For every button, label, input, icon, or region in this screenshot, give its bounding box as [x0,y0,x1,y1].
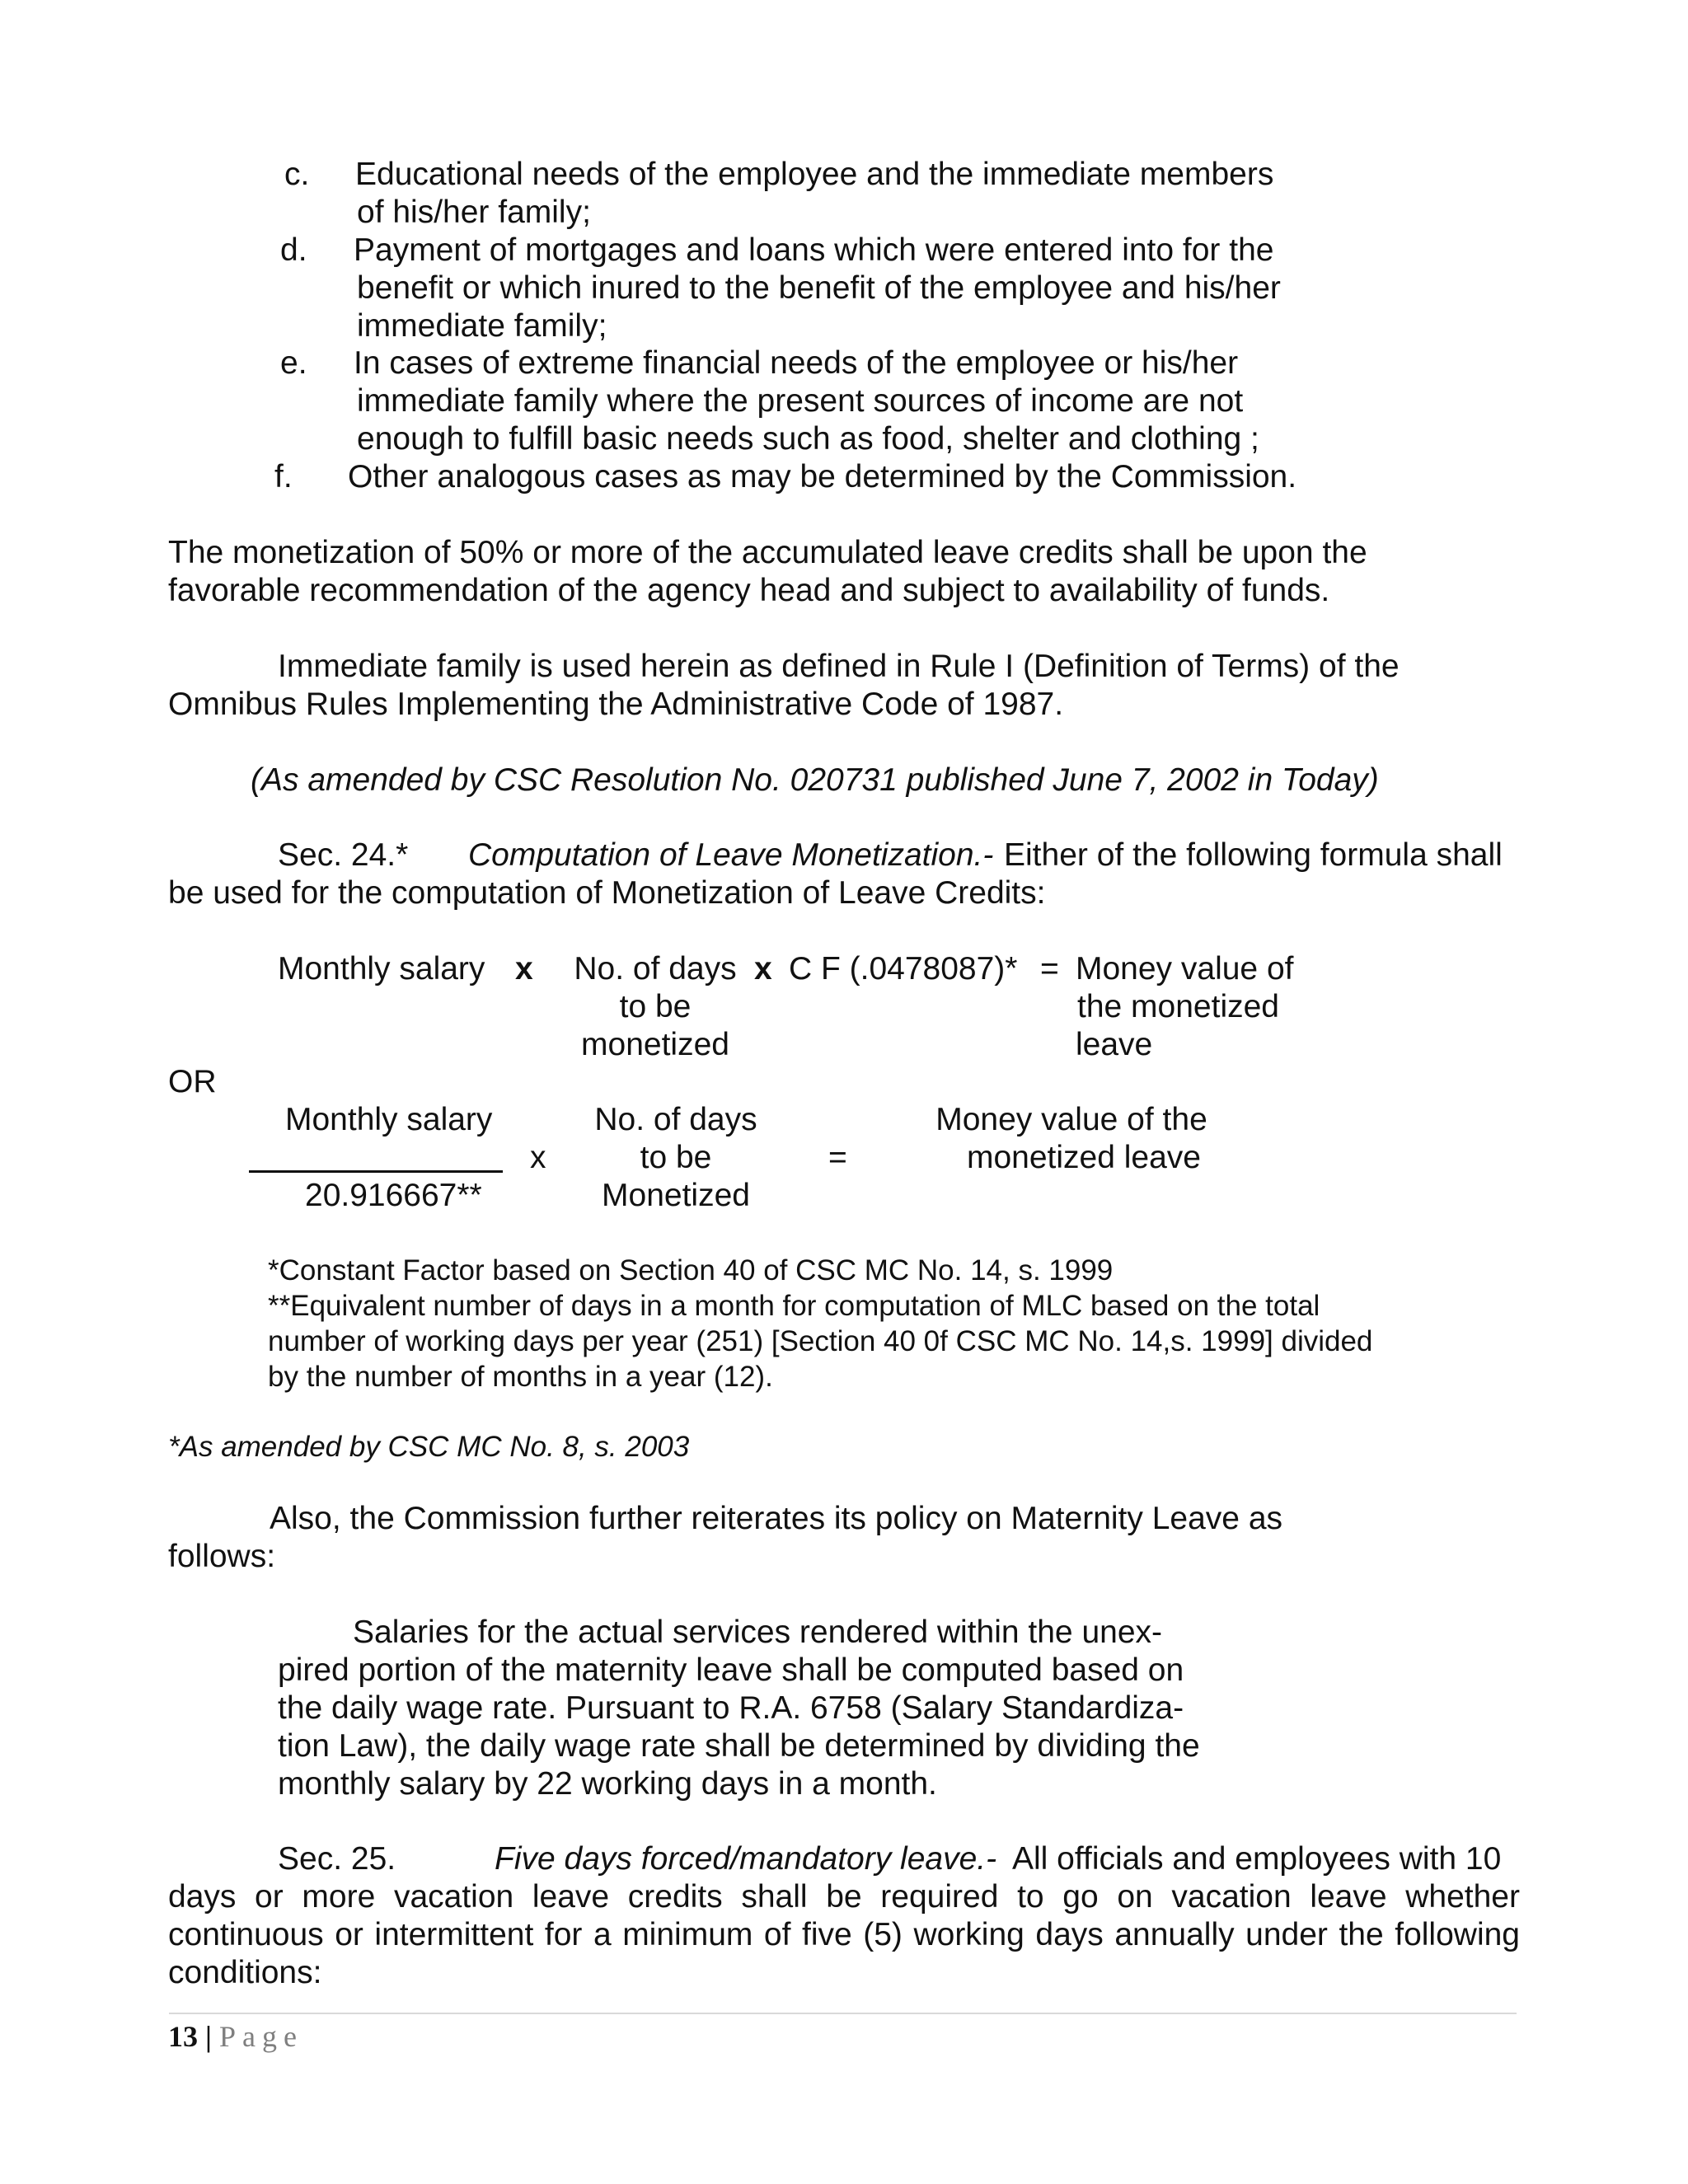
paragraph-line: The monetization of 50% or more of the accumulated leave credits shall be upon the [168,535,1367,570]
list-text: enough to fulfill basic needs such as food, shelter and clothing ; [357,421,1259,457]
formula-constant-factor: C F (.0478087)* [789,951,1018,987]
formula-monthly-salary: Monthly salary [278,951,485,987]
quote-line: pired portion of the maternity leave shall be computed based on [278,1652,1184,1688]
formula-days [569,950,742,1064]
section-text: conditions: [168,1955,322,1990]
footer-separator: | [205,2020,212,2053]
formula-money-line: leave [1076,1027,1153,1062]
list-marker: e. [280,345,307,381]
list-text: Other analogous cases as may be determined by the Commission. [348,459,1297,494]
section-text: All officials and employees with 10 [1012,1841,1502,1877]
formula-money-line: Money value of [1076,951,1294,987]
footnote-line: **Equivalent number of days in a month for computation of MLC based on the total [268,1290,1320,1322]
section-title: Five days forced/mandatory leave.- [495,1841,997,1877]
quote-line: the daily wage rate. Pursuant to R.A. 6758 (Salary Standardiza- [278,1690,1184,1726]
amendment-note: (As amended by CSC Resolution No. 020731 published June 7, 2002 in Today) [251,762,1379,798]
formula-money-line: monetized leave [966,1140,1201,1175]
paragraph-line: follows: [168,1539,276,1574]
list-text: Educational needs of the employee and the immediate members [355,157,1274,192]
footnote-line: *Constant Factor based on Section 40 of CSC MC No. 14, s. 1999 [268,1254,1114,1286]
quote-line: Salaries for the actual services rendered within the unex- [353,1615,1163,1650]
formula-days-line: No. of days [574,951,737,987]
formula-money-line: Money value of the [935,1102,1207,1137]
page-label: Page [218,2020,303,2053]
formula-times: x [530,1140,546,1175]
list-text: immediate family where the present sources of income are not [357,383,1244,419]
list-text: benefit or which inured to the benefit of the employee and his/her [357,270,1281,306]
quote-line: monthly salary by 22 working days in a month. [278,1766,937,1802]
section-number: Sec. 25. [278,1841,396,1877]
formula-days-line: to be [619,989,692,1024]
formula-money-value [915,1101,1228,1177]
section-number: Sec. 24.* [278,837,409,873]
amendment-note: *As amended by CSC MC No. 8, s. 2003 [168,1431,690,1463]
formula-equals: = [828,1140,847,1175]
or-label: OR [168,1064,217,1099]
fraction-bar [249,1170,503,1173]
formula-times: x [515,951,533,987]
section-text: Either of the following formula shall [1004,837,1503,873]
formula-equals: = [1040,951,1059,987]
quote-line: tion Law), the daily wage rate shall be determined by dividing the [278,1728,1200,1764]
formula-money-value [1076,950,1323,1064]
formula-days-line: No. of days [594,1102,757,1137]
formula-days-line: to be [640,1140,712,1175]
paragraph-line: Omnibus Rules Implementing the Administrative Code of 1987. [168,687,1064,722]
list-marker: c. [284,157,310,192]
paragraph-line: favorable recommendation of the agency head and subject to availability of funds. [168,573,1330,608]
section-text: be used for the computation of Monetization of Leave Credits: [168,875,1046,911]
list-text: of his/her family; [357,194,591,230]
page-number: 13 [168,2020,198,2053]
list-text: In cases of extreme financial needs of the employee or his/her [354,345,1239,381]
footer-divider [169,2013,1517,2014]
footnote-line: number of working days per year (251) [Section 40 0f CSC MC No. 14,s. 1999] divided [268,1325,1373,1357]
formula-days-line: Monetized [602,1178,750,1213]
formula-numerator: Monthly salary [285,1102,493,1137]
list-marker: d. [280,232,307,268]
footnote-line: by the number of months in a year (12). [268,1361,773,1393]
formula-days [585,1101,767,1215]
formula-times: x [754,951,772,987]
list-text: Payment of mortgages and loans which were entered into for the [354,232,1274,268]
list-text: immediate family; [357,308,607,344]
formula-days-line: monetized [581,1027,729,1062]
paragraph-line: Immediate family is used herein as defined in Rule I (Definition of Terms) of the [278,649,1400,684]
formula-money-line: the monetized [1077,989,1279,1024]
paragraph-line: Also, the Commission further reiterates its policy on Maternity Leave as [270,1501,1283,1536]
section-text: continuous or intermittent for a minimum of five (5) working days annually under the following [168,1917,1520,1952]
section-title: Computation of Leave Monetization.- [468,837,994,873]
list-marker: f. [274,459,293,494]
page-footer [168,2019,303,2054]
formula-denominator: 20.916667** [305,1178,482,1213]
section-text: days or more vacation leave credits shall be required to go on vacation leave whether [168,1879,1520,1915]
